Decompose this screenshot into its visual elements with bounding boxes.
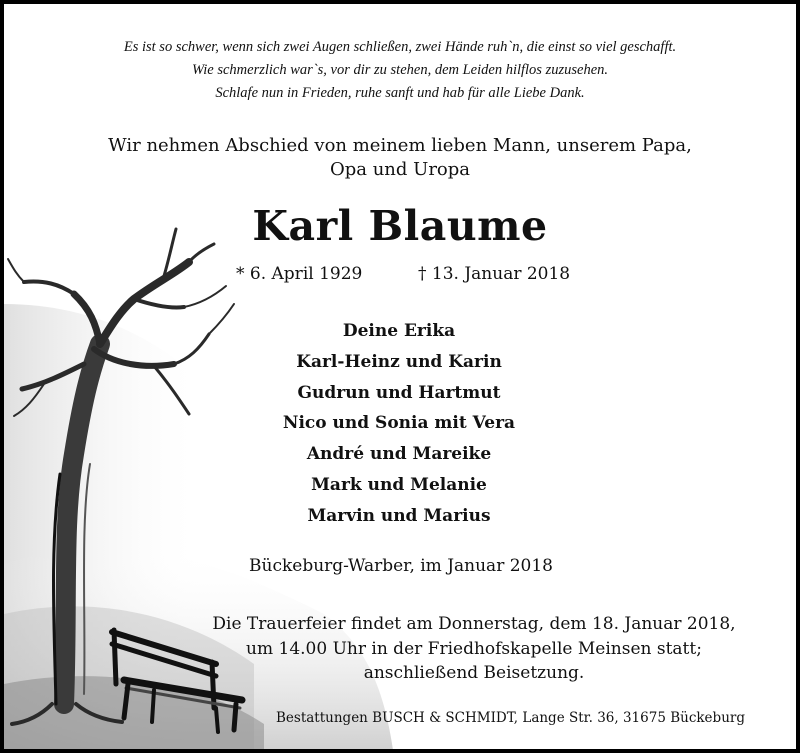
birth-date: * 6. April 1929 — [236, 264, 363, 284]
mourner-entry: Gudrun und Hartmut — [297, 382, 501, 403]
mourner-entry: Deine Erika — [342, 321, 456, 341]
poem-line: Wie schmerzlich war`s, vor dir zu stehen, dem Leiden hilflos zuzusehen. — [191, 62, 609, 78]
farewell-intro — [4, 134, 796, 182]
place-and-date: Bückeburg-Warber, im Januar 2018 — [249, 556, 553, 576]
mourner-entry: Mark und Melanie — [311, 474, 487, 495]
poem-verse — [4, 36, 796, 105]
poem-line: Es ist so schwer, wenn sich zwei Augen schließen, zwei Hände ruh`n, die einst so viel geschafft. — [123, 39, 677, 55]
death-date: † 13. Januar 2018 — [418, 264, 571, 284]
mourner-entry: Marvin und Marius — [307, 505, 491, 526]
funeral-home: Bestattungen BUSCH & SCHMIDT, Lange Str. 36, 31675 Bückeburg — [276, 710, 745, 726]
ceremony-line: anschließend Beisetzung. — [363, 663, 585, 683]
mourner-entry: Nico und Sonia mit Vera — [282, 413, 516, 434]
intro-line: Wir nehmen Abschied von meinem lieben Mann, unserem Papa, — [108, 135, 692, 156]
mourner-entry: Karl-Heinz und Karin — [296, 351, 502, 372]
intro-line: Opa und Uropa — [329, 159, 471, 180]
mourner-entry: André und Mareike — [306, 444, 492, 465]
deceased-name: Karl Blaume — [252, 202, 548, 250]
mourners-list — [204, 316, 594, 532]
poem-line: Schlafe nun in Frieden, ruhe sanft und hab für alle Liebe Dank. — [215, 85, 585, 101]
ceremony-details — [194, 612, 754, 686]
ceremony-line: um 14.00 Uhr in der Friedhofskapelle Meinsen statt; — [246, 638, 702, 659]
ceremony-line: Die Trauerfeier findet am Donnerstag, dem 18. Januar 2018, — [212, 614, 736, 634]
